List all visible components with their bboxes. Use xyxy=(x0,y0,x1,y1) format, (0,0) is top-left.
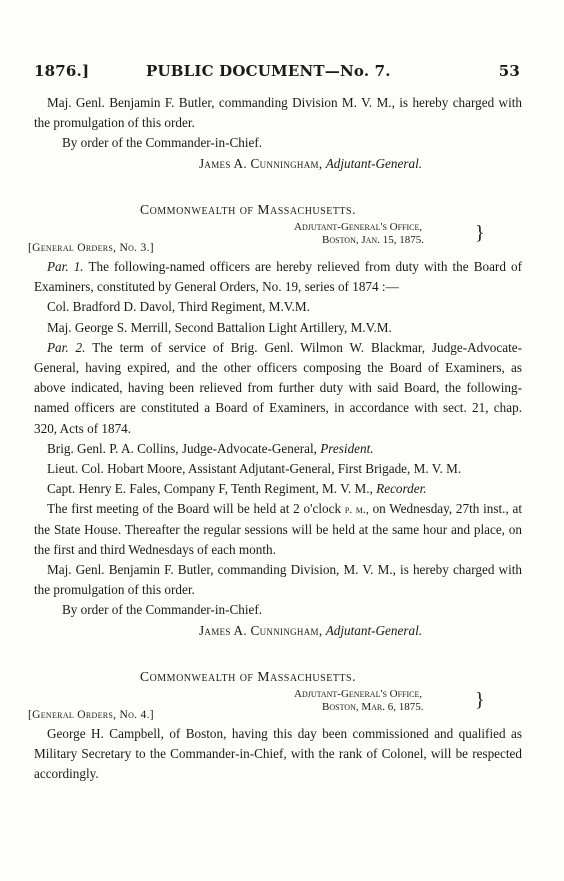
order3-member-1: Brig. Genl. P. A. Collins, Judge-Advocate-General, President. xyxy=(47,440,374,456)
header-year: 1876.] xyxy=(34,62,90,80)
order4-brace: } xyxy=(475,689,485,712)
order3-officer-2: Maj. George S. Merrill, Second Battalion Light Artillery, M.V.M. xyxy=(47,319,392,335)
page-number: 53 xyxy=(498,62,520,80)
order3-par1-label: Par. 1. xyxy=(47,259,84,275)
order4-place-date: Boston, Mar. 6, 1875. xyxy=(322,701,424,714)
order3-charge: Maj. Genl. Benjamin F. Butler, commanding Division, M. V. M., is hereby charged with the promulgation of this order. xyxy=(34,562,522,598)
order3-office-block xyxy=(34,220,522,250)
order4-office: Adjutant-General's Office, xyxy=(294,688,423,701)
order3-place-date: Boston, Jan. 15, 1875. xyxy=(322,234,424,247)
order3-office: Adjutant-General's Office, xyxy=(294,221,423,234)
order3-signature xyxy=(34,621,522,641)
order3-par1: Par. 1. The following-named officers are hereby relieved from duty with the Board of Examiners, constituted by General Orders, No. 19, series of 1874 :— xyxy=(34,259,522,295)
by-order-line: By order of the Commander-in-Chief. xyxy=(62,135,263,151)
order3-number: [General Orders, No. 3.] xyxy=(28,242,154,255)
order3-signature-title: Adjutant-General. xyxy=(325,622,423,638)
signature-name: James A. Cunningham, xyxy=(199,155,323,171)
member1-role: President. xyxy=(320,440,374,456)
member3-role: Recorder. xyxy=(376,481,427,497)
order4-heading: Commonwealth of Massachusetts. xyxy=(140,668,356,684)
order3-by-order: By order of the Commander-in-Chief. xyxy=(62,602,263,618)
order3-officer-1: Col. Bradford D. Davol, Third Regiment, M.V.M. xyxy=(47,299,310,315)
charge-paragraph: Maj. Genl. Benjamin F. Butler, commanding Division M. V. M., is hereby charged with the promulgation of this order. xyxy=(34,95,522,131)
order3-par2-label: Par. 2. xyxy=(47,339,86,355)
order3-par2: Par. 2. The term of service of Brig. Genl. Wilmon W. Blackmar, Judge-Advocate-General, having expired, and the other officers composing the Board of Examiners, as above indicated, having been relieved from further duty with said Board, the following-named officers are constituted a Board of Examiners, in accordance with sect. 21, chap. 320, Acts of 1874. xyxy=(34,339,523,436)
order3-brace: } xyxy=(475,222,485,245)
document-body xyxy=(28,93,523,785)
signature-line xyxy=(34,154,522,174)
running-header xyxy=(34,62,520,84)
order4-number: [General Orders, No. 4.] xyxy=(28,709,154,722)
order3-heading: Commonwealth of Massachusetts. xyxy=(140,201,356,217)
order3-member-3: Capt. Henry E. Fales, Company F, Tenth Regiment, M. V. M., Recorder. xyxy=(47,481,427,497)
order3-member-2: Lieut. Col. Hobart Moore, Assistant Adjutant-General, First Brigade, M. V. M. xyxy=(47,461,462,477)
order4-office-block xyxy=(34,687,522,717)
order3-signature-name: James A. Cunningham, xyxy=(199,622,323,638)
order3-meeting: The first meeting of the Board will be held at 2 o'clock p. m., on Wednesday, 27th inst., at the State House. Thereafter the regular sessions will be held at the same hour and place, on the first and third Wednesdays of each month. xyxy=(34,501,523,557)
header-title: PUBLIC DOCUMENT—No. 7. xyxy=(146,62,391,80)
signature-title: Adjutant-General. xyxy=(325,155,423,171)
order4-text: George H. Campbell, of Boston, having this day been commissioned and qualified as Military Secretary to the Commander-in-Chief, with the rank of Colonel, will be respected accordingly. xyxy=(34,726,522,782)
